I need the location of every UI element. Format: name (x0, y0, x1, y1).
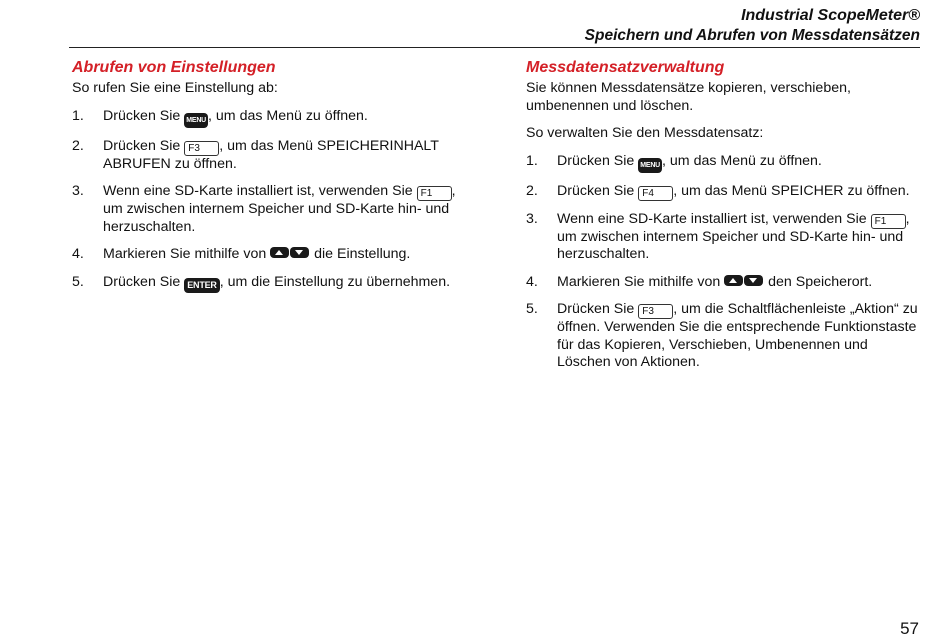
step-text: Drücken Sie (557, 182, 639, 199)
f4-key-icon: F4 (638, 186, 673, 201)
step-text: , um das Menü zu öffnen. (208, 107, 368, 124)
section-heading-recall-settings: Abrufen von Einstellungen (72, 59, 276, 76)
step-number: 5. (526, 301, 538, 317)
up-arrow-key-icon (724, 275, 743, 286)
right-column (526, 58, 921, 382)
step-number: 2. (526, 182, 538, 199)
f1-key-icon: F1 (417, 186, 452, 201)
step-number: 1. (526, 152, 538, 169)
step-number: 4. (72, 246, 84, 262)
step-text: , um zwischen internem Speicher und SD-Karte hin- und herzuschalten. (103, 183, 456, 235)
step-item (72, 108, 472, 128)
step-text: Wenn eine SD-Karte installiert ist, verwenden Sie (103, 183, 417, 199)
step-text: den Speicherort. (764, 273, 873, 290)
step-number: 4. (526, 273, 538, 290)
step-item (72, 183, 472, 236)
step-number: 2. (72, 137, 84, 154)
section-intro: So rufen Sie eine Einstellung ab: (72, 80, 278, 96)
step-text: Markieren Sie mithilfe von (103, 246, 271, 262)
page-number: 57 (900, 619, 919, 638)
step-text: , um zwischen internem Speicher und SD-Karte hin- und herzuschalten. (557, 210, 910, 262)
step-text: Drücken Sie (103, 273, 185, 290)
f3-key-icon: F3 (184, 141, 219, 156)
step-item (72, 138, 472, 174)
section-heading-record-management: Messdatensatzverwaltung (526, 59, 725, 76)
section-intro: Sie können Messdatensätze kopieren, verschieben, umbenennen und löschen. (526, 80, 851, 114)
step-text: , um das Menü SPEICHER zu öffnen. (673, 182, 910, 199)
section-intro-2: So verwalten Sie den Messdatensatz: (526, 125, 764, 141)
header-title: Industrial ScopeMeter® (741, 7, 920, 24)
step-text: Drücken Sie (557, 152, 639, 169)
f1-key-icon: F1 (871, 214, 906, 229)
step-text: , um die Schaltflächenleiste „Aktion“ zu öffnen. Verwenden Sie die entsprechende Funktionstaste für das Kopieren, Verschieben, Umbenennen und Löschen von Aktionen. (557, 301, 918, 370)
step-item (526, 153, 921, 173)
step-text: Drücken Sie (557, 301, 639, 317)
header-rule (69, 47, 920, 48)
step-list (72, 108, 472, 293)
step-text: Markieren Sie mithilfe von (557, 273, 725, 290)
step-text: Drücken Sie (103, 107, 185, 124)
up-down-keys-icon (270, 246, 310, 264)
step-text: die Einstellung. (310, 246, 411, 262)
step-item (526, 211, 921, 264)
enter-key-icon: ENTER (184, 278, 220, 293)
running-header (585, 6, 920, 46)
menu-key-icon: MENU (638, 158, 662, 173)
left-column (72, 58, 472, 303)
down-arrow-key-icon (744, 275, 763, 286)
step-text: Drücken Sie (103, 137, 185, 154)
up-down-keys-icon (724, 274, 764, 292)
step-item (526, 301, 921, 372)
down-arrow-key-icon (290, 247, 309, 258)
f3-key-icon: F3 (638, 304, 673, 319)
up-arrow-key-icon (270, 247, 289, 258)
step-item (72, 274, 472, 293)
step-text: , um die Einstellung zu übernehmen. (219, 273, 451, 290)
step-text: , um das Menü SPEICHERINHALT ABRUFEN zu öffnen. (103, 137, 439, 172)
menu-key-icon: MENU (184, 113, 208, 128)
step-number: 1. (72, 107, 84, 124)
step-item (526, 274, 921, 292)
header-subtitle: Speichern und Abrufen von Messdatensätzen (584, 27, 920, 44)
step-item (72, 246, 472, 264)
step-text: Wenn eine SD-Karte installiert ist, verwenden Sie (557, 210, 871, 227)
step-number: 3. (72, 183, 84, 199)
step-text: , um das Menü zu öffnen. (662, 152, 822, 169)
step-list (526, 153, 921, 372)
step-item (526, 183, 921, 201)
step-number: 3. (526, 210, 538, 227)
step-number: 5. (72, 273, 84, 290)
